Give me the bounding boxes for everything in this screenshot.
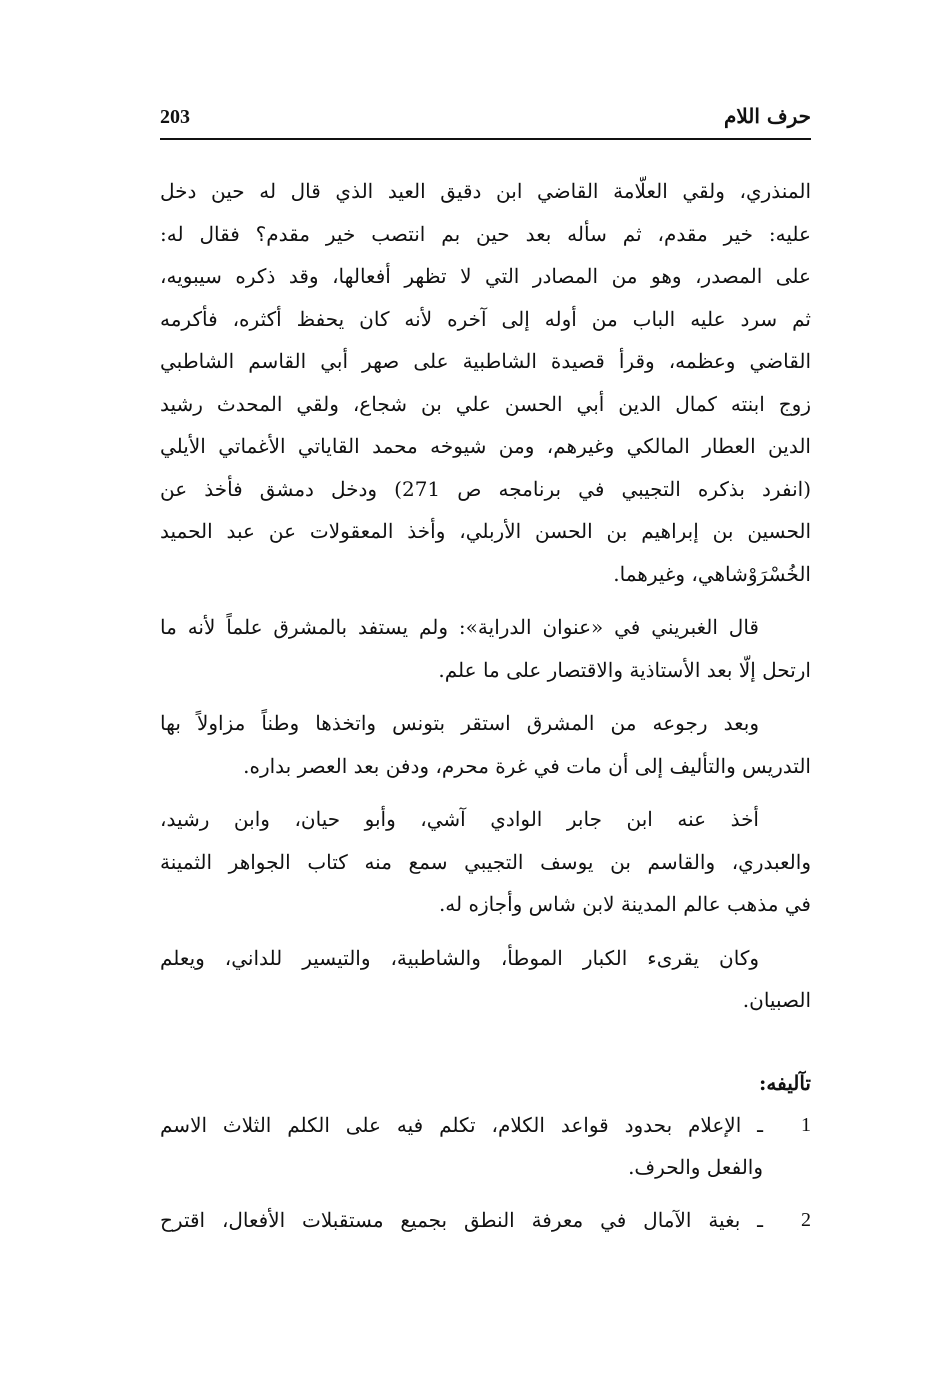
paragraph (160, 170, 811, 595)
text-line: والعبدري، والقاسم بن يوسف التجيبي سمع منه كتاب الجواهر الثمينة (160, 849, 811, 874)
paragraph (160, 798, 811, 926)
text-line: ارتحل إلّا بعد الأستاذية والاقتصار على ما علم. (438, 657, 811, 682)
text-line: القاضي وعظمه، وقرأ قصيدة الشاطبية على صهر أبي القاسم الشاطبي (160, 349, 811, 373)
text-line: في مذهب عالم المدينة لابن شاس وأجازه له. (438, 892, 811, 916)
page-header (160, 104, 811, 140)
text-line: الحسين بن إبراهيم بن الحسن الأربلي، وأخذ المعقولات عن عبد الحميد (160, 519, 811, 543)
paragraph (160, 937, 811, 1022)
text-line: وبعد رجوعه من المشرق استقر بتونس واتخذها وطناً مزاولاً بها (160, 711, 759, 735)
list-item-number: 2 (801, 1208, 811, 1231)
text-line: ـ بغية الآمال في معرفة النطق بجميع مستقبلات الأفعال، اقترح (160, 1207, 763, 1232)
list-item (160, 1104, 811, 1189)
page-body (160, 170, 811, 1251)
text-line: المنذري، ولقي العلّامة القاضي ابن دقيق العيد الذي قال له حين دخل (160, 179, 811, 203)
page-number: 203 (160, 106, 190, 128)
text-line: (انفرد بذكره التجيبي في برنامجه ص 271) ودخل دمشق فأخذ عن (160, 476, 811, 501)
text-line: ـ الإعلام بحدود قواعد الكلام، تكلم فيه على الكلم الثلاث الاسم (160, 1112, 763, 1137)
text-line: عليه: خير مقدم، ثم سأله بعد حين بم انتصب خير مقدم؟ فقال له: (160, 221, 811, 246)
text-line: وكان يقرىء الكبار الموطأ، والشاطبية، والتيسير للداني، ويعلم (160, 945, 759, 970)
paragraph (160, 606, 811, 691)
works-heading: تآليفه: (758, 1070, 811, 1095)
text-line: التدريس والتأليف إلى أن مات في غرة محرم، ودفن بعد العصر بداره. (243, 753, 811, 778)
running-title: حرف اللام (723, 104, 811, 128)
text-line: الدين العطار المالكي وغيرهم، ومن شيوخه محمد القاياتي الأغماتي الأيلي (160, 434, 811, 458)
text-line: أخذ عنه ابن جابر الوادي آشي، وأبو حيان، وابن رشيد، (160, 807, 759, 831)
text-line: ثم سرد عليه الباب من أوله إلى آخره لأنه كان يحفظ أكثره، فأكرمه (160, 306, 811, 331)
list-item-number: 1 (801, 1113, 811, 1136)
text-line: الصبيان. (742, 988, 811, 1012)
text-line: الخُسْرَوْشاهي، وغيرهما. (613, 561, 811, 586)
paragraph (160, 702, 811, 787)
text-line: قال الغبريني في «عنوان الدراية»: ولم يستفد بالمشرق علماً لأنه ما (160, 615, 759, 639)
text-line: والفعل والحرف. (628, 1155, 763, 1179)
text-line: زوج ابنته كمال الدين أبي الحسن علي بن شجاع، ولقي المحدث رشيد (160, 391, 811, 416)
text-line: على المصدر، وهو من المصادر التي لا تظهر أفعالها، وقد ذكره سيبويه، (160, 264, 811, 288)
list-item (160, 1199, 811, 1242)
